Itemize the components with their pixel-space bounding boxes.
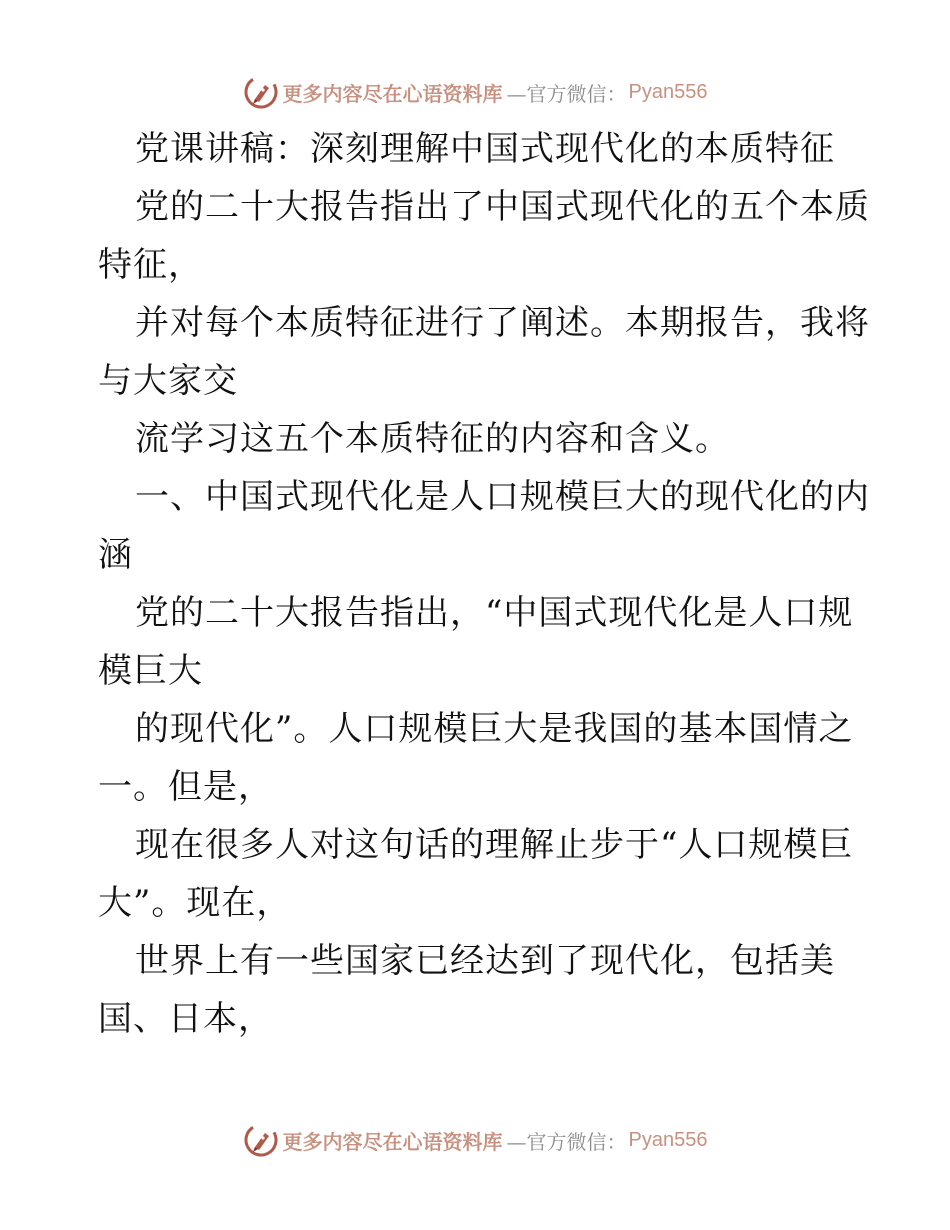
document-line: 的现代化”。人口规模巨大是我国的基本国情之 [135, 709, 854, 749]
document-line: 世界上有一些国家已经达到了现代化，包括美 [135, 941, 835, 981]
document-line: 涵 [98, 535, 133, 575]
document-line: 与大家交 [98, 361, 238, 401]
fountain-pen-circle-icon [243, 1122, 279, 1158]
document-line: 特征， [98, 245, 203, 285]
banner-wechat-id: Pyan556 [628, 1128, 708, 1151]
document-line: 一。但是， [98, 767, 273, 807]
document-line: 并对每个本质特征进行了阐述。本期报告，我将 [135, 303, 870, 343]
banner-brand-text: 更多内容尽在心语资料库 [282, 1129, 503, 1154]
banner-brand-text: 更多内容尽在心语资料库 [282, 81, 503, 106]
header-banner [0, 70, 950, 114]
document-line: 党的二十大报告指出，“中国式现代化是人口规 [135, 593, 854, 633]
document-body [98, 120, 870, 1048]
document-line: 大”。现在， [98, 883, 292, 923]
document-line: 模巨大 [98, 651, 203, 691]
banner-official-label: —官方微信： [506, 1129, 627, 1154]
banner-wechat-id: Pyan556 [628, 80, 708, 103]
document-line: 国、日本， [98, 999, 273, 1039]
footer-banner [0, 1118, 950, 1162]
document-line: 流学习这五个本质特征的内容和含义。 [135, 419, 730, 459]
document-line: 一、中国式现代化是人口规模巨大的现代化的内 [135, 477, 870, 517]
document-line: 现在很多人对这句话的理解止步于“人口规模巨 [135, 825, 854, 865]
document-line: 党的二十大报告指出了中国式现代化的五个本质 [135, 187, 870, 227]
document-line: 党课讲稿：深刻理解中国式现代化的本质特征 [135, 129, 835, 169]
banner-official-label: —官方微信： [506, 81, 627, 106]
fountain-pen-circle-icon [243, 74, 279, 110]
